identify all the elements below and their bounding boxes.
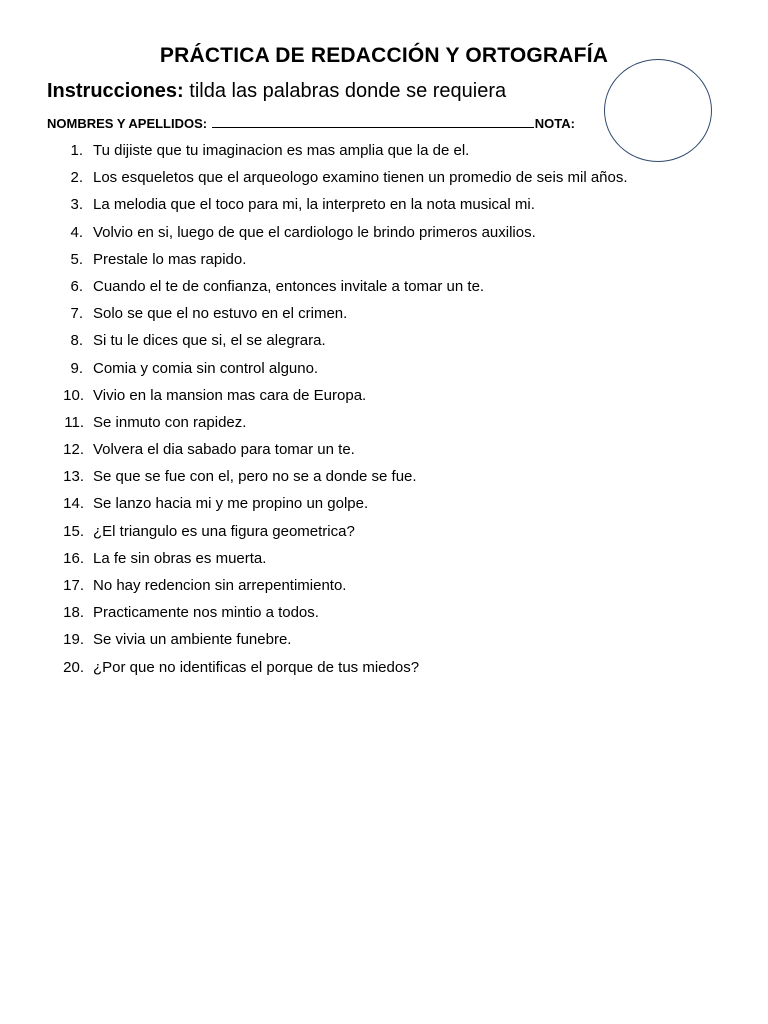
item-text: Se inmuto con rapidez. bbox=[93, 413, 247, 431]
item-number: 8. bbox=[70, 332, 83, 350]
item-text: Solo se que el no estuvo en el crimen. bbox=[93, 305, 348, 323]
item-number: 12. bbox=[63, 441, 84, 459]
item-text: Si tu le dices que si, el se alegrara. bbox=[93, 332, 326, 350]
name-field-row bbox=[47, 114, 575, 131]
item-text: ¿Por que no identificas el porque de tus miedos? bbox=[93, 658, 420, 676]
item-text: Vivio en la mansion mas cara de Europa. bbox=[93, 386, 367, 404]
page-title: PRÁCTICA DE REDACCIÓN Y ORTOGRAFÍA bbox=[159, 44, 609, 67]
item-text: ¿El triangulo es una figura geometrica? bbox=[93, 522, 355, 540]
item-number: 1. bbox=[70, 142, 83, 159]
item-number: 18. bbox=[63, 604, 84, 622]
grade-circle[interactable] bbox=[604, 59, 712, 162]
item-text: Volvio en si, luego de que el cardiologo le brindo primeros auxilios. bbox=[93, 223, 536, 241]
name-field-label: NOMBRES Y APELLIDOS: bbox=[47, 116, 208, 131]
item-text: Prestale lo mas rapido. bbox=[93, 250, 247, 268]
instructions bbox=[47, 80, 506, 103]
item-number: 3. bbox=[70, 196, 83, 214]
item-number: 17. bbox=[63, 577, 84, 594]
item-text: Los esqueletos que el arqueologo examino tienen un promedio de seis mil años. bbox=[93, 169, 628, 187]
item-number: 4. bbox=[70, 223, 83, 241]
item-number: 7. bbox=[70, 305, 83, 323]
item-number: 2. bbox=[70, 169, 83, 187]
instructions-label: Instrucciones: bbox=[47, 80, 184, 102]
item-number: 10. bbox=[63, 386, 84, 404]
item-text: La melodia que el toco para mi, la interpreto en la nota musical mi. bbox=[93, 196, 535, 214]
item-text: Se lanzo hacia mi y me propino un golpe. bbox=[93, 495, 369, 513]
item-number: 19. bbox=[63, 631, 84, 649]
item-text: Volvera el dia sabado para tomar un te. bbox=[93, 441, 355, 459]
item-text: Cuando el te de confianza, entonces invitale a tomar un te. bbox=[93, 277, 485, 295]
instructions-text: tilda las palabras donde se requiera bbox=[183, 80, 507, 102]
item-text: Practicamente nos mintio a todos. bbox=[93, 604, 319, 622]
item-number: 9. bbox=[70, 359, 83, 377]
item-number: 16. bbox=[63, 549, 84, 567]
item-text: No hay redencion sin arrepentimiento. bbox=[93, 577, 347, 594]
item-text: Se vivia un ambiente funebre. bbox=[93, 631, 292, 649]
item-number: 13. bbox=[63, 468, 84, 486]
item-number: 6. bbox=[70, 277, 83, 295]
item-number: 5. bbox=[70, 250, 83, 268]
item-number: 11. bbox=[64, 413, 84, 431]
name-blank-line[interactable] bbox=[212, 114, 534, 128]
item-number: 15. bbox=[63, 522, 84, 540]
item-number: 20. bbox=[63, 658, 84, 676]
item-text: Se que se fue con el, pero no se a donde se fue. bbox=[93, 468, 417, 486]
item-text: Tu dijiste que tu imaginacion es mas amplia que la de el. bbox=[93, 142, 470, 159]
item-text: La fe sin obras es muerta. bbox=[93, 549, 267, 567]
item-number: 14. bbox=[63, 495, 84, 513]
item-text: Comia y comia sin control alguno. bbox=[93, 359, 319, 377]
grade-label: NOTA: bbox=[534, 116, 575, 131]
